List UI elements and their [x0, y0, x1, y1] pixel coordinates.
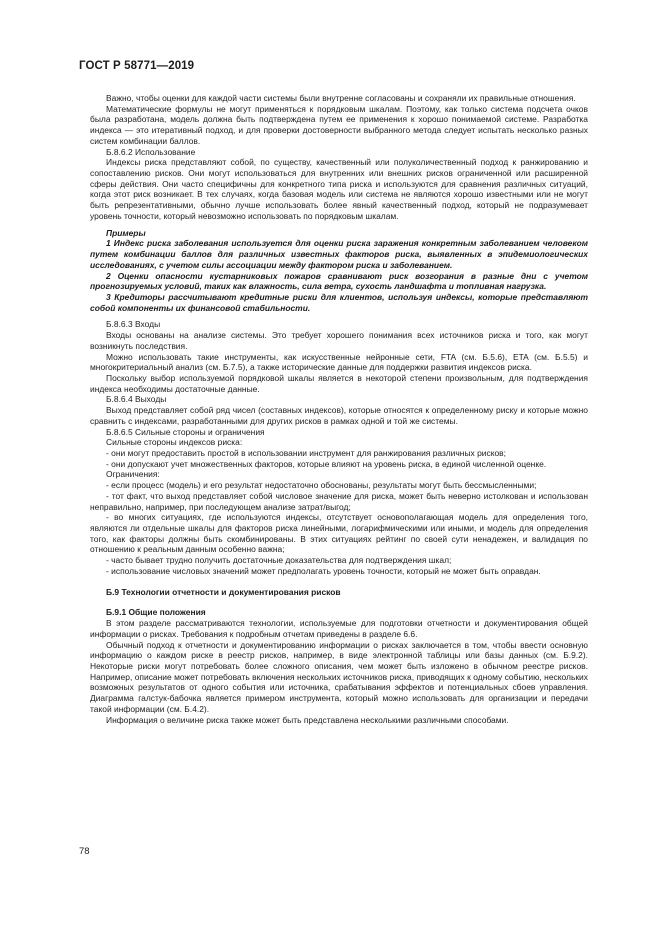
paragraph: Б.8.6.2 Использование — [106, 146, 196, 157]
paragraph: Важно, чтобы оценки для каждой части системы были внутренне согласованы и сохраняли их правильные отношения. — [106, 93, 576, 103]
section-heading: Б.9 Технологии отчетности и документирования рисков — [106, 586, 341, 597]
paragraph: - они допускают учет множественных факторов, которые влияют на уровень риска, в единой численной оценке. — [106, 458, 547, 469]
document-header: ГОСТ Р 58771—2019 — [79, 60, 195, 72]
example-paragraph: Примеры — [106, 227, 146, 238]
paragraph: - они могут предоставить простой в использовании инструмент для ранжирования различных рисков; — [106, 448, 507, 458]
paragraph: Можно использовать такие инструменты, как искусственные нейронные сети, FTA (см. Б.5.6), ETA (см. Б.5.5) и многокритериальный анализ (см. Б.7.5), а также исторические данные для поддержки развития индексов риска. — [90, 351, 588, 373]
paragraph: В этом разделе рассматриваются технологии, используемые для подготовки отчетности и документирования общей информации о рисках. Требования к подробным отчетам приведены в разделе 6.6. — [90, 618, 588, 639]
paragraph: Информация о величине риска также может быть представлена несколькими различными способами. — [106, 714, 509, 725]
paragraph: Поскольку выбор используемой порядковой шкалы является в некоторой степени произвольным, для подтверждения индекса необходимы достаточные данные. — [90, 372, 588, 394]
paragraph: - часто бывает трудно получить достаточные доказательства для подтверждения шкал; — [106, 555, 452, 566]
paragraph: Б.8.6.3 Входы — [106, 319, 161, 330]
paragraph: - тот факт, что выход представляет собой числовое значение для риска, может быть неверно истолкован и использован неправильно, например, при последующем анализе затрат/выгод; — [90, 490, 588, 512]
page-number: 78 — [79, 846, 90, 857]
paragraph: Индексы риска представляют собой, по существу, качественный или полуколичественный подход к ранжированию и сопоставлению рисков. Они могут использоваться для внутренних или внешних рисков ограниченной или расширенной сферы действия. Они часто специфичны для конкретного типа риска и используются для сравнения различных ситуаций, когда этот риск возникает. В тех случаях, когда базовая модель или система не являются хорошо известными или не могут быть репрезентативными, обычно лучше использовать более явный качественный подход, который не подразумевает уровень точности, который невозможно использовать по порядковым шкалам. — [90, 157, 588, 221]
paragraph: - использование числовых значений может предполагать уровень точности, который не может быть оправдан. — [106, 565, 541, 576]
paragraph: Ограничения: — [106, 469, 160, 480]
paragraph: Б.8.6.4 Выходы — [106, 394, 167, 405]
paragraph: Обычный подход к отчетности и документированию информации о рисках заключается в том, чтобы ввести основную информацию о каждом риске в реестр рисков, например, в виде электронной таблицы или базы данных (см. Б.9.2). Некоторые риски могут потребовать более сложного описания, чем может быть изложено в обычном реестре рисков. Например, описание может потребовать включения нескольких источников риска, приводящих к одному событию, нескольких возможных результатов от одного события или источника, срабатывания эффектов и потенциальных сбоев управления. Диаграмма галстук-бабочка является примером инструмента, который можно использовать для организации и передачи такой информации (см. Б.4.2). — [90, 639, 588, 714]
paragraph: Входы основаны на анализе системы. Это требует хорошего понимания всех источников риска и того, как могут возникнуть последствия. — [90, 330, 588, 351]
paragraph: Математические формулы не могут применяться к порядковым шкалам. Поэтому, как только система подсчета очков была разработана, модель должна быть подтверждена путем ее применения к хорошо понимаемой системе. Разработка индекса — это итеративный подход, и для проверки достоверности выбранного метода следует испытать несколько разных систем комбинации баллов. — [90, 103, 588, 146]
paragraph: - если процесс (модель) и его результат недостаточно обоснованы, результаты могут быть бессмысленными; — [106, 480, 537, 491]
paragraph: Выход представляет собой ряд чисел (составных индексов), которые относятся к определенному риску и которые можно сравнить с индексами, разработанными для других рисков в рамках одной и той же системы. — [90, 405, 588, 426]
page-body — [90, 93, 588, 725]
section-heading: Б.9.1 Общие положения — [106, 607, 206, 618]
paragraph: Б.8.6.5 Сильные стороны и ограничения — [106, 426, 265, 437]
example-paragraph: 2 Оценки опасности кустарниковых пожаров сравнивают риск возгорания в разные дни с учетом прогнозируемых условий, таких как влажность, сила ветра, сухость ландшафта и топливная нагрузка. — [90, 270, 588, 292]
paragraph: - во многих ситуациях, где используются индексы, отсутствует основополагающая модель для определения того, являются ли отдельные шкалы для факторов риска линейными, логарифмическими или иными, и модель для определения того, как факторы должны быть скомбинированы. В этих ситуациях рейтинг по своей сути ненадежен, и валидация по отношению к реальным данным особенно важна; — [90, 512, 588, 555]
example-paragraph: 1 Индекс риска заболевания используется для оценки риска заражения конкретным заболеванием человеком путем комбинации баллов для различных известных факторов риска, выявленных в эпидемиологических исследованиях, с учетом силы ассоциации между фактором риска и заболеванием. — [90, 238, 588, 270]
paragraph: Сильные стороны индексов риска: — [106, 437, 243, 448]
example-paragraph: 3 Кредиторы рассчитывают кредитные риски для клиентов, используя индексы, которые представляют собой компоненты их финансовой стабильности. — [90, 291, 588, 313]
